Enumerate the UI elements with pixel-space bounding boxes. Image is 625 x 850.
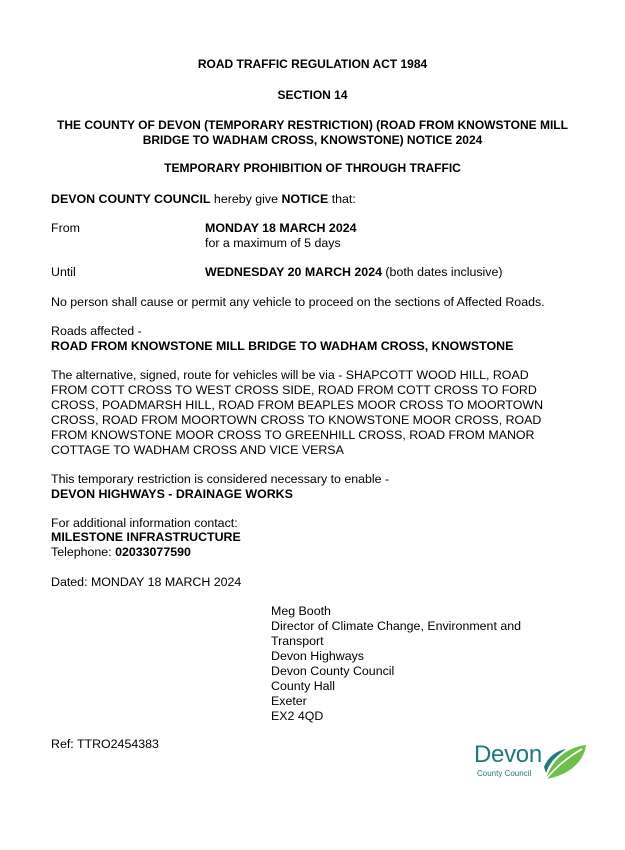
give-text: hereby give [210,192,282,206]
signatory-line: Meg Booth [271,604,331,618]
until-line [205,265,503,280]
alternative-line: CROSS, POADMARSH HILL, ROAD FROM BEAPLES MOOR CROSS TO MOORTOWN [51,398,544,412]
phone-number: 02033077590 [115,545,191,559]
notice-word: NOTICE [281,192,329,206]
reference-text: Ref: TTRO2454383 [51,737,159,751]
phone-label: Telephone: [51,545,116,559]
until-date: WEDNESDAY 20 MARCH 2024 [205,265,382,279]
dated-text: Dated: MONDAY 18 MARCH 2024 [51,575,242,589]
leaf-icon [542,743,588,781]
title-line-1: THE COUNTY OF DEVON (TEMPORARY RESTRICTION) (ROAD FROM KNOWSTONE MILL [57,118,568,132]
logo-word: Devon [474,741,542,768]
alternative-line: FROM KNOWSTONE MOOR CROSS TO GREENHILL CROSS, ROAD FROM MANOR [51,428,535,442]
that-text: that: [328,192,356,206]
roads-affected-label: Roads affected - [51,324,142,338]
from-note: for a maximum of 5 days [205,236,341,250]
prohibition-text: No person shall cause or permit any vehicle to proceed on the sections of Affected Roads. [51,295,545,309]
logo-tagline: County Council [477,769,532,778]
from-date: MONDAY 18 MARCH 2024 [205,221,357,235]
alternative-line: The alternative, signed, route for vehicles will be via - SHAPCOTT WOOD HILL, ROAD [51,368,529,382]
title-line-2: BRIDGE TO WADHAM CROSS, KNOWSTONE) NOTICE 2024 [142,133,483,147]
from-label: From [51,221,80,235]
reason-label: This temporary restriction is considered necessary to enable - [51,472,390,486]
section-heading: SECTION 14 [277,88,348,102]
signatory-line: Transport [271,634,324,648]
reason-works: DEVON HIGHWAYS - DRAINAGE WORKS [51,487,293,501]
contact-phone-line [51,545,191,560]
alternative-line: FROM COTT CROSS TO WEST CROSS SIDE, ROAD FROM COTT CROSS TO FORD [51,383,537,397]
subtitle-heading: TEMPORARY PROHIBITION OF THROUGH TRAFFIC [164,161,461,175]
signatory-line: Director of Climate Change, Environment and [271,619,521,633]
signatory-line: Exeter [271,694,307,708]
contact-label: For additional information contact: [51,516,238,530]
alternative-line: COTTAGE TO WADHAM CROSS AND VICE VERSA [51,443,344,457]
contact-company: MILESTONE INFRASTRUCTURE [51,530,241,544]
signatory-line: EX2 4QD [271,709,324,723]
signatory-line: Devon County Council [271,664,395,678]
signatory-line: County Hall [271,679,336,693]
until-label: Until [51,265,76,279]
signatory-block [271,604,571,724]
devon-county-council-logo [474,741,589,783]
alternative-route [51,368,543,458]
act-heading: ROAD TRAFFIC REGULATION ACT 1984 [197,57,428,71]
until-note: (both dates inclusive) [381,265,503,279]
notice-statement [51,192,356,207]
signatory-line: Devon Highways [271,649,364,663]
roads-affected-name: ROAD FROM KNOWSTONE MILL BRIDGE TO WADHAM CROSS, KNOWSTONE [51,339,514,353]
council-name: DEVON COUNTY COUNCIL [51,192,211,206]
alternative-line: CROSS, ROAD FROM MOORTOWN CROSS TO KNOWSTONE MOOR CROSS, ROAD [51,413,542,427]
